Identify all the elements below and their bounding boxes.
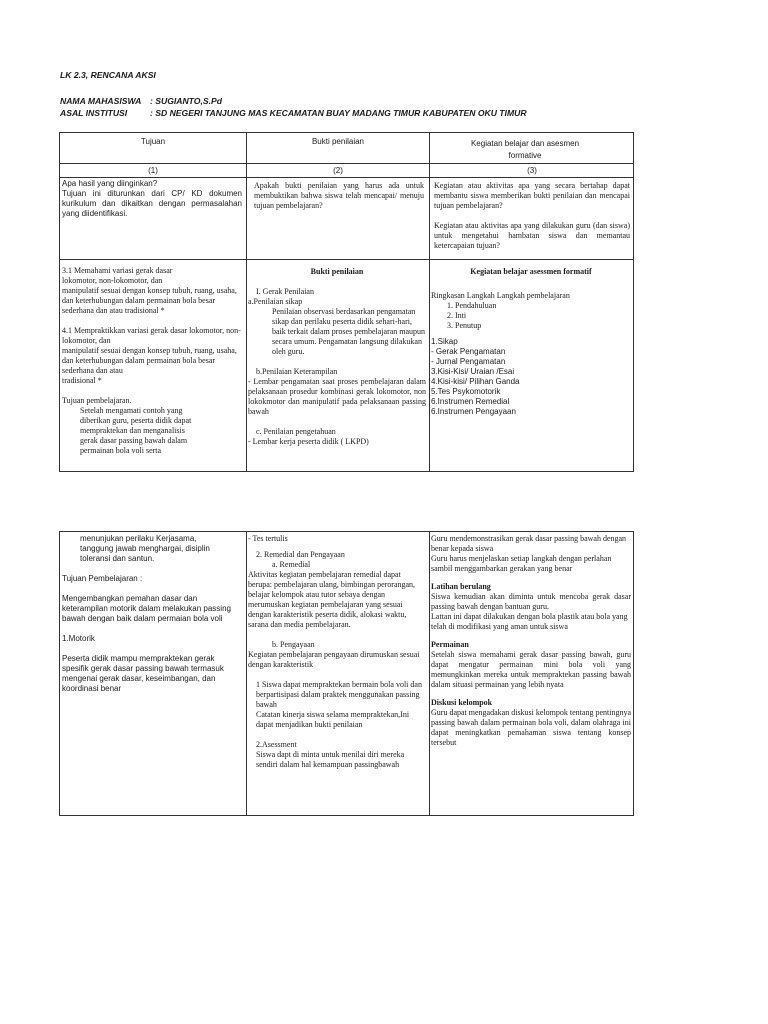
bukti-heading: Bukti penilaian (310, 267, 364, 276)
text-line: manipulatif sesuai dengan konsep tubuh, ruang, usaha, dan keterhubungan dalam permainan bola besar sederhana dan atau (62, 346, 237, 375)
text-line: - Lembar kerja peserta didik ( LKPD) (248, 437, 369, 446)
text-line: Mengembangkan pemahan dasar dan keterampilan motorik dalam melakukan passing bawah dengan baik dalam permaian bola voli (62, 594, 231, 623)
text-line: Siswa dapt di minta untuk menilai diri mereka sendiri dalam hal kemampuan passingbawah (256, 750, 405, 769)
permainan-heading: Permainan (431, 640, 469, 649)
text-line: 2. Inti (455, 311, 631, 321)
kegiatan-heading: Kegiatan belajar asessmen formatif (470, 267, 592, 276)
text-line: menunjukan perilaku Kerjasama, (80, 534, 197, 543)
text-line: Setelah mengamati contoh yang (80, 406, 183, 415)
text-line: - Jurnal Pengamatan (431, 357, 506, 366)
col-number-1: (1) (148, 166, 158, 175)
t2-bukti (248, 534, 426, 770)
text-line: 6.Instrumen Pengayaan (431, 407, 516, 416)
text-line: mempraktekan dan menganalisis (80, 426, 185, 435)
text-line: Peserta didik mampu mempraktekan gerak spesifik gerak dasar passing bawah termasuk mengenai gerak dasar, keseimbangan, dan koordinasi benar (62, 654, 224, 693)
header-kegiatan: Kegiatan belajar dan asesmen formative (470, 139, 580, 160)
row1-bukti: Apakah bukti penilaian yang harus ada untuk membuktikan bahwa siswa telah mencapai/ menuju tujuan pembelajaran? (254, 181, 424, 210)
text-line: - Lembar pengamatan saat proses pembelajaran dalam pelaksanaan prosedur kombinasi gerak lokomotor, non lokokmotor dan manipulatif pada pelaksanaan passing bawah (248, 377, 426, 416)
text-line: Setelah siswa memahami gerak dasar passing bawah, guru dapat mengatur permainan mini bola voli yang memungkinkan mereka untuk mempraktekan passing bawah dalam situasi permainan yang lebih nyata (431, 650, 631, 689)
institution-value: : SD NEGERI TANJUNG MAS KECAMATAN BUAY MADANG TIMUR KABUPATEN OKU TIMUR (150, 108, 527, 118)
text-line: Penilaian observasi berdasarkan pengamatan sikap dan perilaku peserta didik sehari-hari, baik terkait dalam proses pembelajaran maupun secara umum. Pengamatan langsung dilakukan oleh guru. (272, 307, 426, 356)
diskusi-heading: Diskusi kelompok (431, 698, 493, 707)
text-line: 2. Remedial dan Pengayaan (256, 550, 345, 559)
t2-kegiatan (431, 534, 631, 748)
text-line: 2.Asessment (256, 740, 297, 749)
action-plan-table-1 (59, 132, 634, 472)
text-line: gerak dasar passing bawah dalam (80, 436, 188, 445)
row2-bukti (248, 267, 426, 447)
text-line: - Gerak Pengamatan (431, 347, 506, 356)
institution-label: ASAL INSTITUSI (60, 108, 128, 118)
student-name-row (60, 96, 222, 106)
text-line: 1. Pendahuluan (455, 301, 631, 311)
text-line: Guru mendemonstrasikan gerak dasar passing bawah dengan benar kepada siswa (431, 534, 627, 553)
institution-row (60, 108, 527, 118)
text-line: Guru harus menjelaskan setiap langkah dengan perlahan sambil menggambarkan gerakan yang benar (431, 554, 612, 573)
text-line: diberikan guru, peserta didik dapat (80, 416, 192, 425)
text-line: 6.Instrumen Remedial (431, 397, 510, 406)
latihan-heading: Latihan berulang (431, 582, 491, 591)
text-line: 3.Kisi-Kisi/ Uraian /Esai (431, 367, 515, 376)
text-line: tanggung jawab menghargai, disiplin (80, 544, 210, 553)
text-line: Kegiatan atau aktivitas apa yang secara bertahap dapat membantu siswa memberikan bukti penilaian dan mencapai tujuan pembelajaran? (434, 181, 630, 210)
text-line: Kegiatan atau aktivitas apa yang dilakukan guru (dan siswa) untuk mengetahui hambatan siswa dan memantau ketercapaian tujuan? (434, 221, 630, 250)
text-line: Apa hasil yang diinginkan? (62, 179, 158, 188)
text-line: Guru dapat mengadakan diskusi kelompok tentang pentingnya passing bawah dalam permainan bola voli, dalam olahraga ini dapat meningkatkan pemahaman siswa tentang konsep tersebut (431, 708, 631, 747)
header-tujuan: Tujuan (140, 137, 166, 146)
text-line: lokomotor, non-lokomotor, dan (62, 276, 163, 285)
text-line: Siswa kemudian akan diminta untuk mencoba gerak dasar passing bawah dengan bantuan guru. (431, 592, 631, 611)
tujuan-pembelajaran-label: Tujuan pembelajaran. (62, 396, 132, 405)
text-line: 4.Kisi-kisi/ Pilihan Ganda (431, 377, 520, 386)
text-line: Ringkasan Langkah Langkah pembelajaran (431, 291, 570, 300)
row1-kegiatan (434, 181, 630, 251)
text-line: Lattan ini dapat dilakukan dengan bola plastik atau bola yang telah di modifikasi yang aman untuk siswa (431, 612, 628, 631)
text-line: - Tes tertulis (248, 534, 288, 543)
text-line: c. Penilaian pengetahuan (256, 427, 336, 436)
header-bukti-penilaian: Bukti penilaian (311, 137, 365, 146)
text-line: permainan bola voli serta (80, 446, 162, 455)
text-line: Aktivitas kegiatan pembelajaran remedial dapat berupa: pembelajaran ulang, bimbingan perorangan, belajar kelompok atau tutor sebaya dengan merumuskan kegiatan pembelajaran yang sesuai dengan karakteristik peserta didik, alokasi waktu, sarana dan media pembelajaran. (248, 570, 416, 629)
text-line: I. Gerak Penilaian (256, 287, 314, 296)
text-line: 4.1 Mempraktikkan variasi gerak dasar lokomotor, non-lokomotor, dan (62, 326, 241, 345)
row1-tujuan (62, 179, 242, 219)
student-name-label: NAMA MAHASISWA (60, 96, 142, 106)
text-line: Kegiatan pembelajaran pengayaan dirumuskan sesuai dengan karakteristik (248, 650, 420, 669)
col-number-3: (3) (527, 166, 537, 175)
text-line: 5.Tes Psykomotorik (431, 387, 501, 396)
student-name-value: : SUGIANTO,S.Pd (150, 96, 222, 106)
text-line: 1.Motorik (62, 634, 95, 643)
text-line: 1.Sikap (431, 337, 458, 346)
text-line: a.Penilaian sikap (248, 297, 303, 306)
text-line: Tujuan Pembelajaran : (62, 574, 143, 583)
assessment-instruments-list (431, 337, 631, 417)
row2-tujuan (62, 266, 242, 456)
text-line: 3.1 Memahami variasi gerak dasar (62, 266, 173, 275)
document-title: LK 2.3, RENCANA AKSI (60, 70, 156, 80)
text-line: b. Pengayaan (272, 640, 315, 649)
col-number-2: (2) (333, 166, 343, 175)
text-line: toleransi dan santun. (80, 554, 155, 563)
action-plan-table-2 (59, 531, 634, 816)
text-line: manipulatif sesuai dengan konsep tubuh, ruang, usaha, dan keterhubungan dalam permainan bola besar sederhana dan atau tradisional * (62, 286, 237, 315)
t2-tujuan (62, 534, 242, 694)
text-line: Catatan kinerja siswa selama mempraktekan,Ini dapat menjadikan bukti penilaian (256, 710, 410, 729)
text-line: Tujuan ini diturunkan dari CP/ KD dokumen kurikulum dan dikaitkan dengan permasalahan yang diidentifikasi. (62, 189, 242, 218)
row2-kegiatan (431, 267, 631, 417)
text-line: tradisional * (62, 376, 102, 385)
text-line: 1 Siswa dapat mempraktekan bermain bola voli dan berpartisipasi dalam praktek menggunakan passing bawah (256, 680, 422, 709)
text-line: a. Remedial (272, 560, 311, 569)
text-line: 3. Penutup (455, 321, 631, 331)
text-line: b.Penilaian Keterampilan (256, 367, 338, 376)
